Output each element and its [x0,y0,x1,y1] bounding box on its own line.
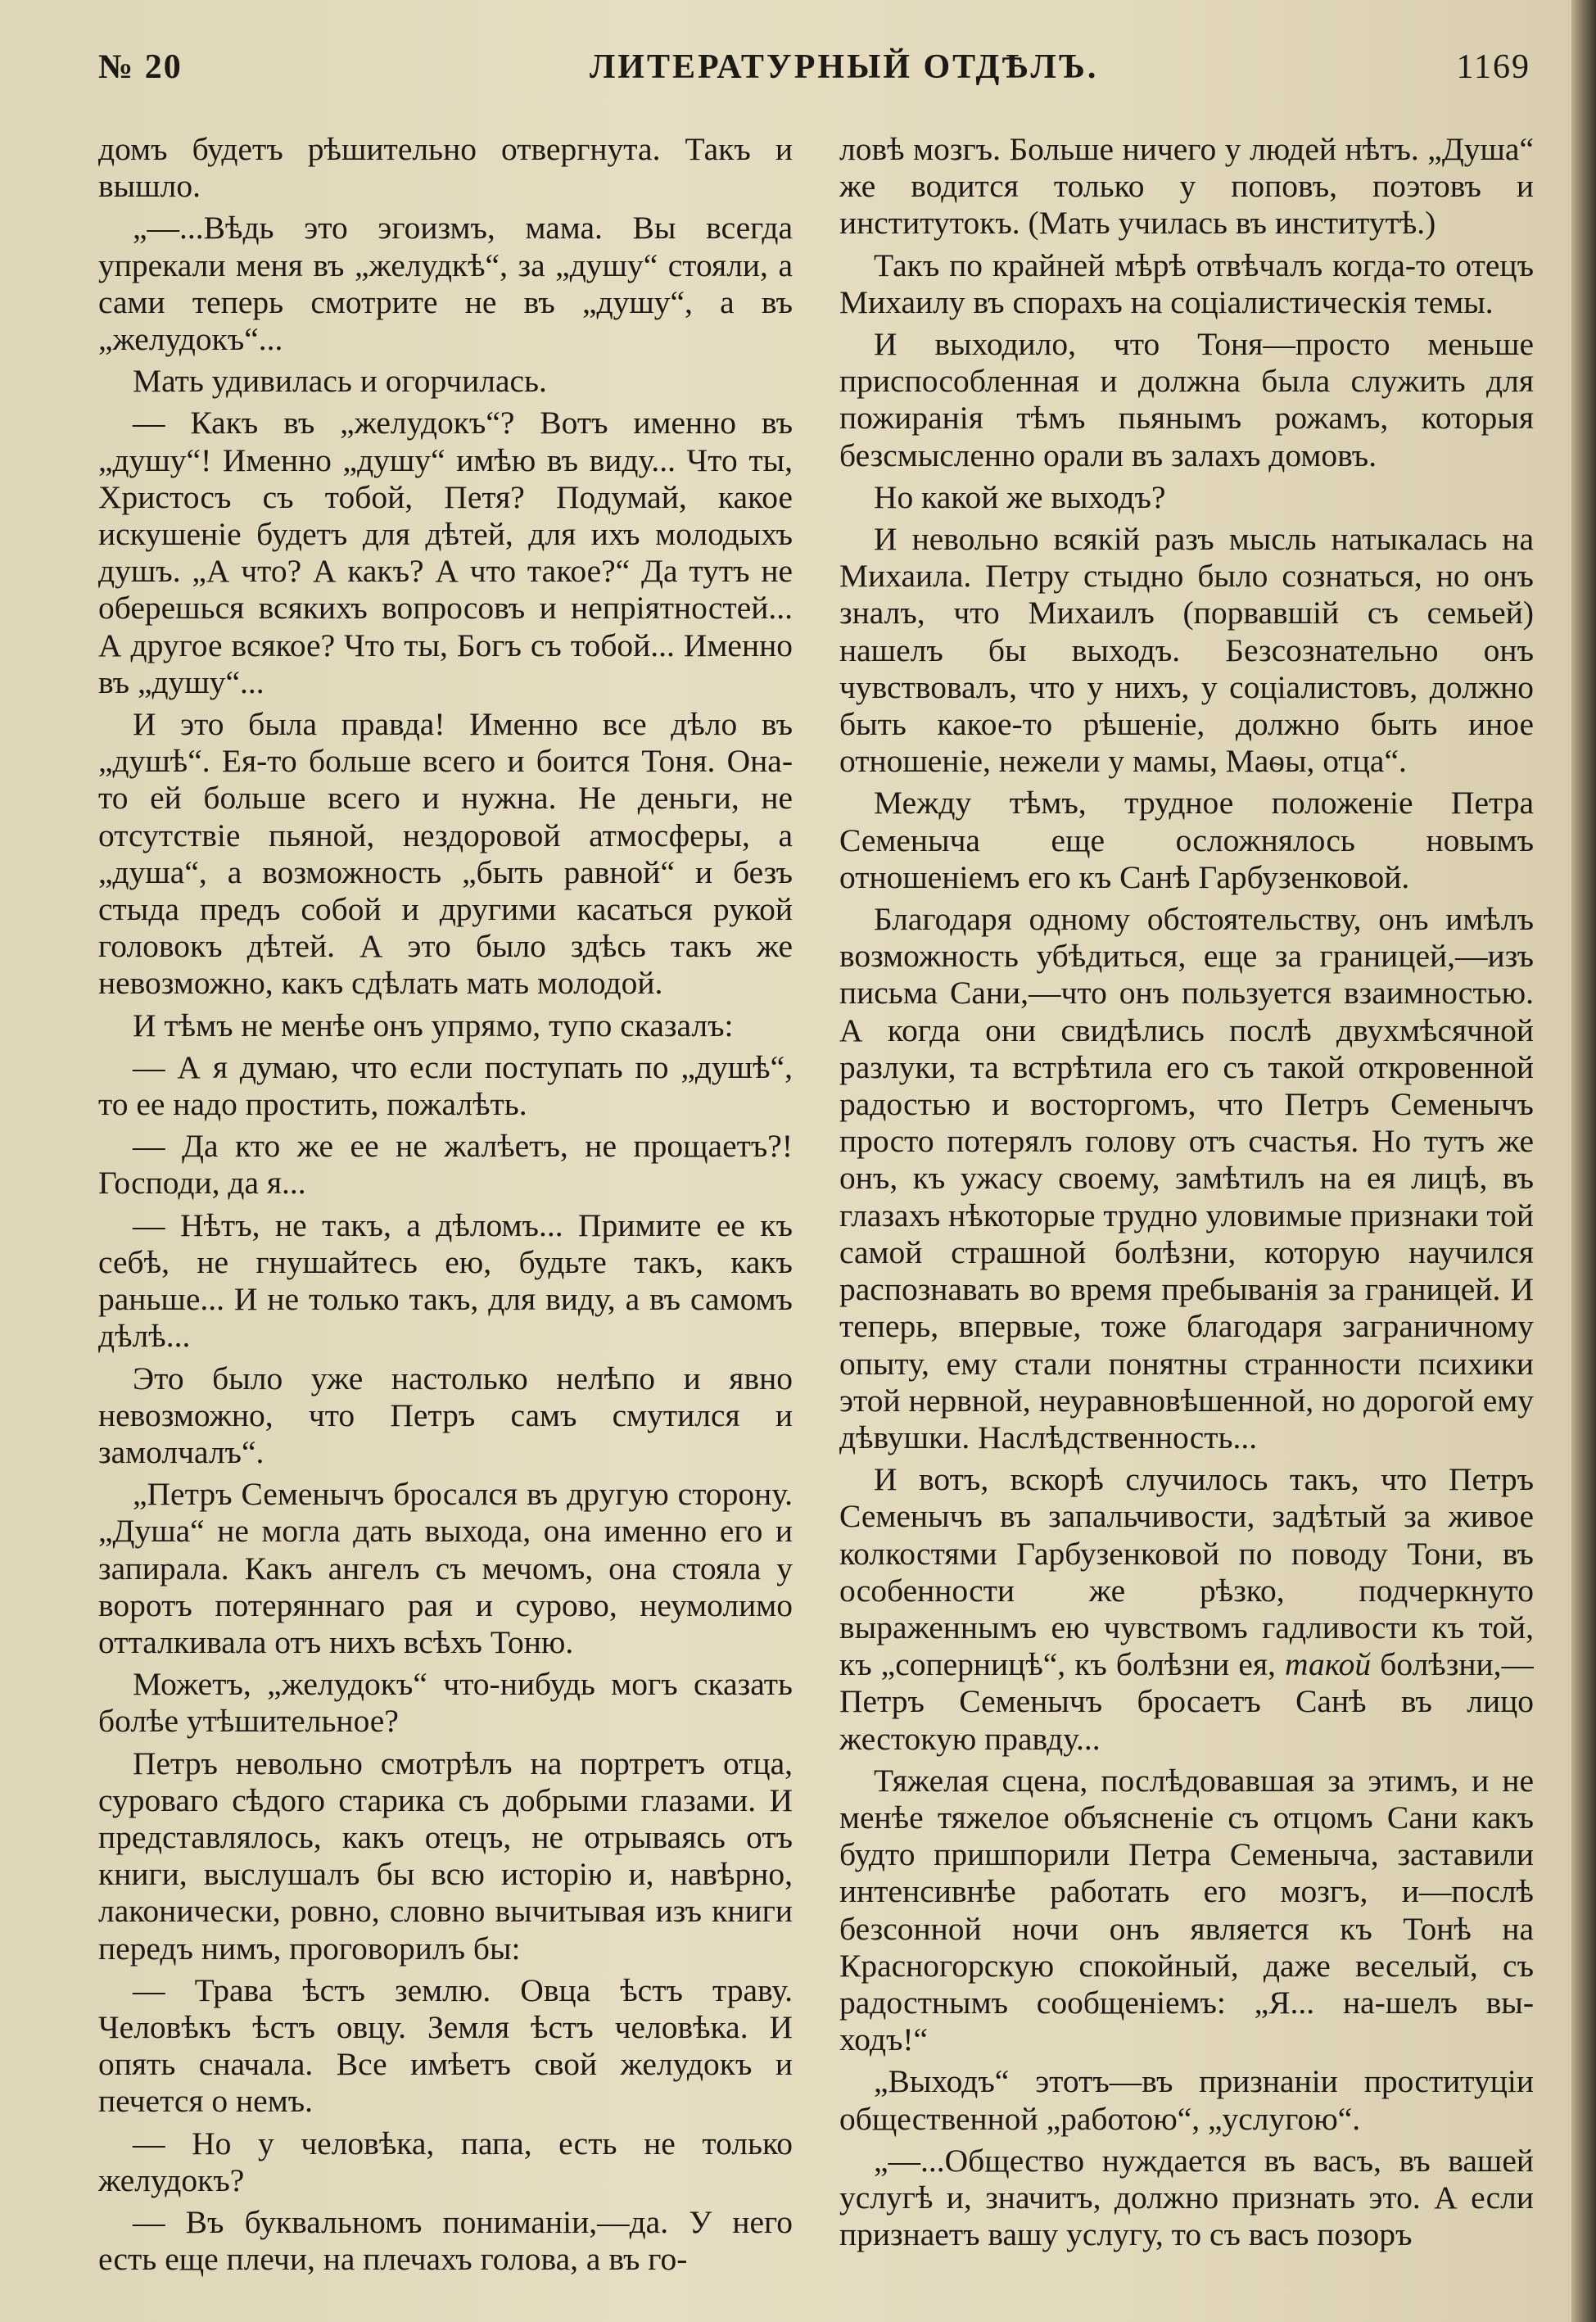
paragraph: И тѣмъ не менѣе онъ упрямо, тупо сказалъ: [133,1007,734,1043]
left-column [98,131,793,2293]
paragraph: Петръ невольно смотрѣлъ на портретъ отца, суроваго сѣдого старика съ добрыми глазами. И представлялось, какъ отецъ, не отрываясь отъ книги, выслушалъ бы всю исторію и, навѣрно, лаконически, ровно, словно вычитывая изъ книги передъ нимъ, проговорилъ бы: [98,1745,793,1967]
paragraph: И выходило, что Тоня—просто меньше приспособленная и должна была служить для пожиранія тѣмъ пьянымъ рожамъ, которыя безсмысленно орали въ залахъ домовъ. [839,326,1534,473]
paragraph: Благодаря одному обстоятельству, онъ имѣлъ возможность убѣдиться, еще за границей,—изъ письма Сани,—что онъ пользуется взаимностью. А когда они свидѣлись послѣ двухмѣсячной разлуки, та встрѣтила его съ такой откровенной радостью и восторгомъ, что Петръ Семенычъ просто потерялъ голову отъ счастья. Но тутъ же онъ, къ ужасу своему, замѣтилъ на ея лицѣ, въ глазахъ нѣкоторые трудно уловимые признаки той самой страшной болѣзни, которую научился распознавать во время пребыванія за границей. И теперь, впервые, тоже благодаря заграничному опыту, ему стали понятны странности психики этой нервной, неуравновѣшенной, но дорогой ему дѣвушки. Наслѣдственность... [839,901,1534,1455]
paragraph: Между тѣмъ, трудное положеніе Петра Семеныча еще осложнялось новымъ отношеніемъ его къ Санѣ Гарбузенковой. [839,785,1534,895]
paragraph: Это было уже настолько нелѣпо и явно невозможно, что Петръ самъ смутился и замолчалъ“. [98,1360,793,1470]
paragraph: — А я думаю, что если поступать по „душѣ“, то ее надо простить, пожалѣть. [98,1048,793,1123]
paragraph: „—...Вѣдь это эгоизмъ, мама. Вы всегда упрекали меня въ „желудкѣ“, за „душу“ стояли, а сами теперь смотрите не въ „душу“, а въ „желудокъ“... [98,210,793,358]
paragraph: „—...Общество нуждается въ васъ, въ вашей услугѣ и, значитъ, должно признать это. А если признаетъ вашу услугу, то съ васъ позоръ [839,2142,1534,2253]
text-run: болѣзни,—Петръ Семенычъ бросаетъ Санѣ въ лицо жестокую правду... [839,1646,1534,1757]
text-run: И вотъ, вскорѣ случилось такъ, что Петръ Семенычъ въ запальчивости, задѣтый за живое колкостями Гарбузенковой по поводу Тони, въ особенности же рѣзко, подчеркнуто выраженнымъ ею чувствомъ гадливости къ той, къ „соперницѣ“, къ болѣзни ея, [839,1461,1534,1683]
section-title: ЛИТЕРАТУРНЫЙ ОТДѢЛЪ. [590,48,1099,86]
paragraph: „Выходъ“ этотъ—въ признаніи проституціи общественной „работою“, „услугою“. [839,2063,1534,2137]
paragraph: — Трава ѣстъ землю. Овца ѣстъ траву. Человѣкъ ѣстъ овцу. Земля ѣстъ человѣка. И опять сначала. Все имѣетъ свой желудокъ и печется о немъ. [98,1971,793,2120]
page-edge-shadow [1571,0,1596,2322]
page-number: 1169 [1456,48,1530,86]
paragraph: — Да кто же ее не жалѣетъ, не прощаетъ?! Господи, да я... [98,1128,793,1202]
paragraph: „Петръ Семенычъ бросался въ другую сторону. „Душа“ не могла дать выхода, она именно его и запирала. Какъ ангелъ съ мечомъ, она стояла у воротъ потеряннаго рая и сурово, неумолимо отталкивала отъ нихъ всѣхъ Тоню. [98,1476,793,1660]
paragraph: — Но у человѣка, папа, есть не только желудокъ? [98,2125,793,2198]
paragraph: И невольно всякій разъ мысль натыкалась на Михаила. Петру стыдно было сознаться, но онъ зналъ, что Михаилъ (порвавшій съ семьей) нашелъ бы выходъ. Безсознательно онъ чувствовалъ, что у нихъ, у соціалистовъ, должно быть какое-то рѣшеніе, должно быть иное отношеніе, нежели у мамы, Маѳы, отца“. [839,521,1534,780]
paragraph: Тяжелая сцена, послѣдовавшая за этимъ, и не менѣе тяжелое объясненіе съ отцомъ Сани какъ будто пришпорили Петра Семеныча, заставили интенсивнѣе работать его мозгъ, и—послѣ безсонной ночи онъ является къ Тонѣ на Красногорскую спокойный, даже веселый, съ радостнымъ сообщеніемъ: „Я... на-шелъ вы-ходъ!“ [839,1762,1534,2058]
paragraph: Можетъ, „желудокъ“ что-нибудь могъ сказать болѣе утѣшительное? [98,1666,793,1740]
paragraph: Но какой же выходъ? [874,478,1166,515]
paragraph: домъ будетъ рѣшительно отвергнута. Такъ и вышло. [98,131,793,205]
paragraph: Такъ по крайней мѣрѣ отвѣчалъ когда-то отецъ Михаилу въ спорахъ на соціалистическія темы. [839,247,1534,320]
right-column [839,131,1534,2293]
issue-number: № 20 [98,48,183,86]
paragraph: — Какъ въ „желудокъ“? Вотъ именно въ „душу“! Именно „душу“ имѣю въ виду... Что ты, Христосъ съ тобой, Петя? Подумай, какое искушеніе будетъ для дѣтей, для ихъ молодыхъ душъ. „А что? А какъ? А что такое?“ Да тутъ не оберешься всякихъ вопросовъ и непріятностей... А другое всякое? Что ты, Богъ съ тобой... Именно въ „душу“... [98,405,793,700]
paragraph: Мать удивилась и огорчилась. [133,363,547,400]
italic-word: такой [1284,1646,1372,1683]
paragraph: ловѣ мозгъ. Больше ничего у людей нѣтъ. „Душа“ же водится только у поповъ, поэтовъ и институтокъ. (Мать училась въ институтѣ.) [839,131,1534,242]
page-header [98,48,1530,97]
paragraph [839,1461,1534,1758]
paragraph: — Нѣтъ, не такъ, а дѣломъ... Примите ее къ себѣ, не гнушайтесь ею, будьте такъ, какъ раньше... И не только такъ, для виду, а въ самомъ дѣлѣ... [98,1206,793,1355]
paragraph: И это была правда! Именно все дѣло въ „душѣ“. Ея-то больше всего и боится Тоня. Она-то ей больше всего и нужна. Не деньги, не отсутствіе пьяной, нездоровой атмосферы, а „душа“, а возможность „быть равной“ и безъ стыда предъ собой и другими касаться рукой головокъ дѣтей. А это было здѣсь такъ же невозможно, какъ сдѣлать мать молодой. [98,706,793,1002]
paragraph: — Въ буквальномъ пониманіи,—да. У него есть еще плечи, на плечахъ голова, а въ го- [98,2203,793,2278]
